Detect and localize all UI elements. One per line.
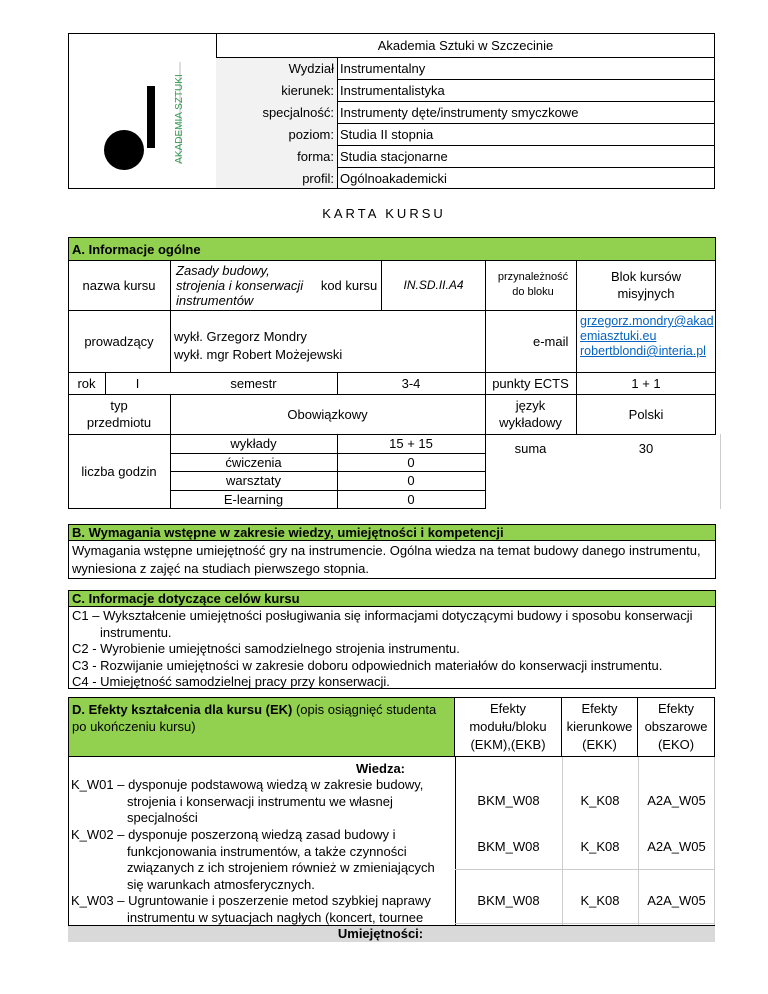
header-value-poziom: Studia II stopnia <box>340 127 434 142</box>
header-value-forma: Studia stacjonarne <box>340 149 448 164</box>
header-label-forma: forma: <box>297 149 334 164</box>
institution-name: Akademia Sztuki w Szczecinie <box>216 34 714 58</box>
email-label: e-mail <box>533 333 569 349</box>
col-ekm-header: Efekty modułu/bloku (EKM),(EKB) <box>455 697 562 757</box>
section-d <box>68 697 723 942</box>
section-c-list <box>72 608 712 691</box>
ek-row-ekm: BKM_W08 <box>477 838 540 854</box>
section-b-text: Wymagania wstępne umiejętność gry na instrumencie. Ogólna wiedza na temat budowy danego instrumentu, wyniesiona z zajęć na studiach pierwszego stopnia. <box>72 543 701 576</box>
logo-text: AKADEMIA SZTUKI <box>174 74 185 164</box>
ek-row-text: K_W03 – Ugruntowanie i poszerzenie metod szybkiej naprawy instrumentu w sytuacjach nagłych (koncert, tournee <box>71 893 431 925</box>
list-item: C4 - Umiejętność samodzielnej pracy przy konserwacji. <box>72 674 390 689</box>
blok-value: Blok kursów misyjnych <box>610 269 682 301</box>
section-d-heading-rest: (opis osiągnięć studenta po ukończeniu kursu) <box>72 702 437 734</box>
section-a-heading: A. Informacje ogólne <box>68 237 716 261</box>
jezyk-value: Polski <box>628 406 664 422</box>
jezyk-label: język wykładowy <box>499 398 562 430</box>
list-item: C3 - Rozwijanie umiejętności w zakresie doboru odpowiednich materiałów do konserwacji instrumentu. <box>72 657 663 673</box>
section-d-heading-bold: D. Efekty kształcenia dla kursu (EK) <box>72 702 293 717</box>
liczba-godzin-label: liczba godzin <box>81 464 157 479</box>
email-link-1[interactable]: grzegorz.mondry@akademiasztuki.eu <box>580 314 714 343</box>
section-b-heading: B. Wymagania wstępne w zakresie wiedzy, umiejętności i kompetencji <box>69 525 715 541</box>
hours-value-elearning: 0 <box>407 492 415 507</box>
list-item: C2 - Wyrobienie umiejętności samodzielnego strojenia instrumentu. <box>72 641 460 656</box>
header-value-specjalnosc: Instrumenty dęte/instrumenty smyczkowe <box>340 105 579 120</box>
prowadzacy-1: wykł. Grzegorz Mondry <box>174 329 307 344</box>
kod-kursu-value: IN.SD.II.A4 <box>403 278 464 292</box>
prowadzacy-label: prowadzący <box>84 333 154 349</box>
hours-label-wyklady: wykłady <box>230 436 277 451</box>
ek-row-ekm: BKM_W08 <box>477 892 540 908</box>
header-value-profil: Ogólnoakademicki <box>340 170 447 186</box>
nazwa-kursu-value: Zasady budowy, strojenia i konserwacji instrumentów <box>176 262 304 308</box>
header-value-wydzial: Instrumentalny <box>340 61 426 76</box>
rok-label: rok <box>77 375 96 391</box>
header-rows <box>216 58 714 188</box>
logo <box>69 34 216 188</box>
section-c-heading: C. Informacje dotyczące celów kursu <box>69 591 715 607</box>
section-d-heading <box>68 697 455 757</box>
ects-value: 1 + 1 <box>631 375 661 391</box>
ek-row-eko: A2A_W05 <box>647 792 706 808</box>
col-ekk-header: Efekty kierunkowe (EKK) <box>562 697 638 757</box>
semestr-label: semestr <box>230 375 277 391</box>
prowadzacy-list <box>174 328 474 368</box>
email-link-2[interactable]: robertblondi@interia.pl <box>580 344 706 358</box>
ek-row-eko: A2A_W05 <box>647 838 706 854</box>
header-table <box>68 33 715 189</box>
kod-kursu-label: kod kursu <box>320 277 378 293</box>
hours-value-cwiczenia: 0 <box>407 454 415 470</box>
header-label-kierunek: kierunek: <box>281 83 334 98</box>
umiejetnosci-label: Umiejętności: <box>337 926 424 941</box>
ek-row-ekk: K_K08 <box>580 892 620 908</box>
ek-row-ekk: K_K08 <box>580 838 620 854</box>
hours-label-warsztaty: warsztaty <box>226 473 281 488</box>
header-label-specjalnosc: specjalność: <box>262 105 334 120</box>
hours-label-cwiczenia: ćwiczenia <box>225 454 282 470</box>
section-c <box>68 590 716 689</box>
logo-graphic-icon <box>69 34 216 188</box>
wiedza-label: Wiedza: <box>356 760 405 776</box>
list-item: C1 – Wykształcenie umiejętności posługiwania się informacjami dotyczącymi budowy i sposobu konserwacji instrumentu. <box>72 608 693 640</box>
ek-row-eko: A2A_W05 <box>647 892 706 908</box>
prowadzacy-2: wykł. mgr Robert Możejewski <box>174 347 343 362</box>
ek-row-ekk: K_K08 <box>580 792 620 808</box>
ek-row-text: K_W01 – dysponuje podstawową wiedzą w zakresie budowy, strojenia i konserwacji instrumentu we własnej specjalności <box>71 777 424 825</box>
header-value-kierunek: Instrumentalistyka <box>340 83 445 98</box>
section-a-table <box>68 260 716 509</box>
hours-label-elearning: E-learning <box>223 492 284 507</box>
typ-value: Obowiązkowy <box>287 406 368 422</box>
email-list <box>580 314 714 372</box>
przynaleznosc-label: przynależność do bloku <box>497 271 569 298</box>
ek-row-text: K_W02 – dysponuje poszerzoną wiedzą zasad budowy i funkcjonowania instrumentów, a także czynności związanych z ich strojeniem również w zmieniających się warunkach atmosferycznych. <box>71 827 435 892</box>
header-label-wydzial: Wydział <box>288 61 334 76</box>
header-label-poziom: poziom: <box>288 127 334 142</box>
page-title: KARTA KURSU <box>322 205 446 221</box>
nazwa-kursu-label: nazwa kursu <box>82 277 156 293</box>
hours-value-warsztaty: 0 <box>407 473 415 488</box>
ek-row-ekm: BKM_W08 <box>477 792 540 808</box>
typ-label: typ przedmiotu <box>86 398 152 430</box>
suma-label: suma <box>514 440 547 456</box>
hours-value-wyklady: 15 + 15 <box>389 436 433 451</box>
suma-value: 30 <box>638 440 654 456</box>
section-b <box>68 524 716 579</box>
rok-value: I <box>135 375 140 391</box>
header-label-profil: profil: <box>302 170 334 186</box>
ects-label: punkty ECTS <box>492 375 569 391</box>
col-eko-header: Efekty obszarowe (EKO) <box>638 697 715 757</box>
semestr-value: 3-4 <box>401 375 421 391</box>
